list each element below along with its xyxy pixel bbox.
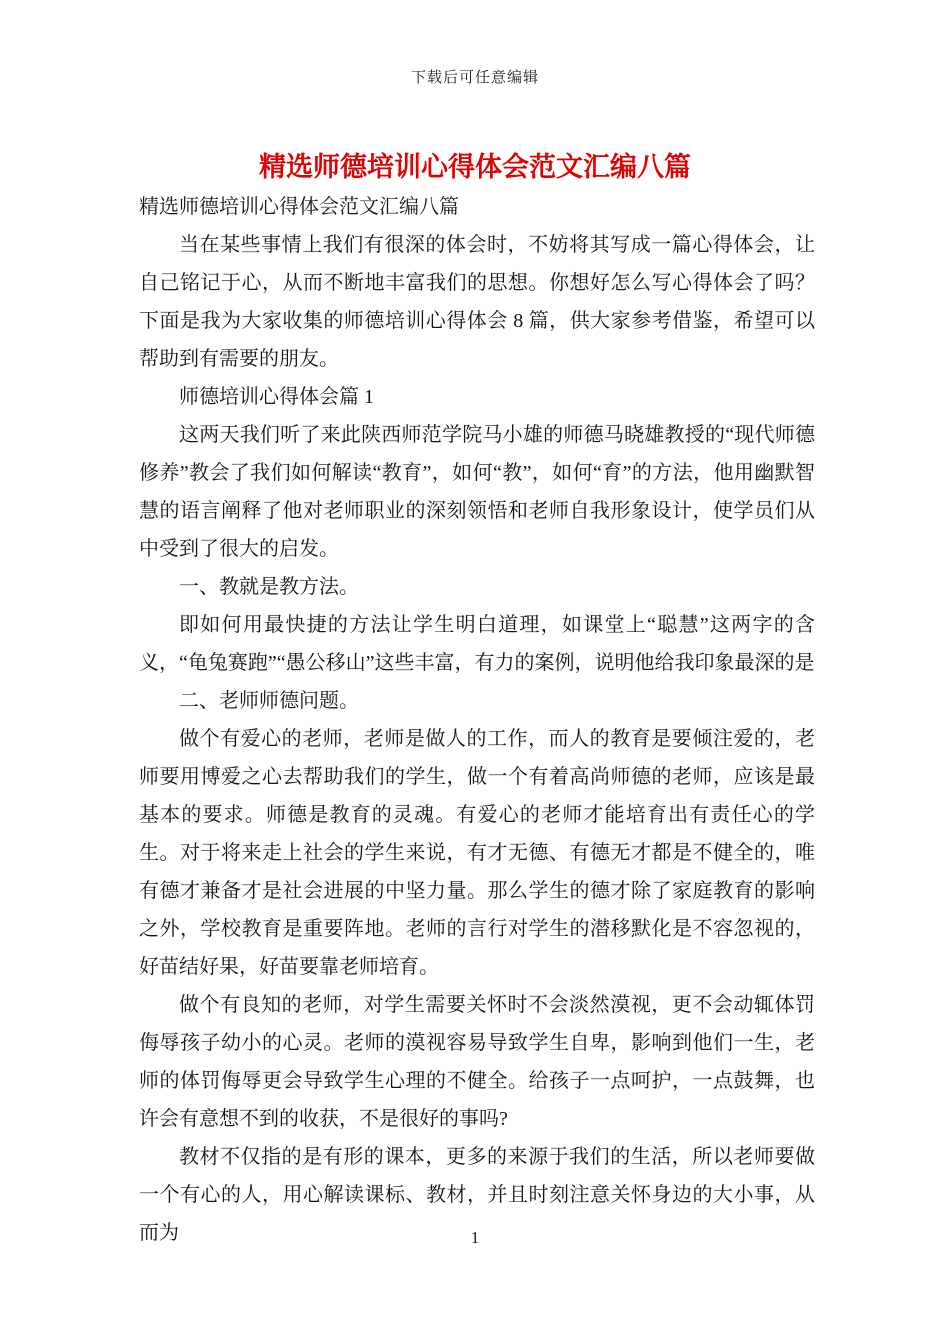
- paragraph-list-item: 二、老师师德问题。: [179, 690, 359, 712]
- doc-body: [139, 188, 815, 1252]
- paragraph-section-heading: 师德培训心得体会篇 1: [179, 386, 374, 408]
- paragraph: 做个有良知的老师，对学生需要关怀时不会淡然漠视，更不会动辄体罚侮辱孩子幼小的心灵。老师的漠视容易导致学生自卑，影响到他们一生，老师的体罚侮辱更会导致学生心理的不健全。给孩子一点呵护，一点鼓舞，也许会有意想不到的收获，不是很好的事吗?: [139, 994, 815, 1130]
- paragraph-subtitle: 精选师德培训心得体会范文汇编八篇: [139, 196, 459, 218]
- paragraph-list-item: 一、教就是教方法。: [179, 576, 359, 598]
- page-number: 1: [470, 1228, 480, 1247]
- paragraph: 这两天我们听了来此陕西师范学院马小雄的师德马晓雄教授的“现代师德修养”教会了我们如何解读“教育”，如何“教”，如何“育”的方法，他用幽默智慧的语言阐释了他对老师职业的深刻领悟和老师自我形象设计，使学员们从中受到了很大的启发。: [139, 424, 815, 560]
- paragraph: 当在某些事情上我们有很深的体会时，不妨将其写成一篇心得体会，让自己铭记于心，从而不断地丰富我们的思想。你想好怎么写心得体会了吗？下面是我为大家收集的师德培训心得体会 8 篇，供大家参考借鉴，希望可以帮助到有需要的朋友。: [139, 234, 815, 370]
- paragraph: 做个有爱心的老师，老师是做人的工作，而人的教育是要倾注爱的，老师要用博爱之心去帮助我们的学生，做一个有着高尚师德的老师，应该是最基本的要求。师德是教育的灵魂。有爱心的老师才能培育出有责任心的学生。对于将来走上社会的学生来说，有才无德、有德无才都是不健全的，唯有德才兼备才是社会进展的中坚力量。那么学生的德才除了家庭教育的影响之外，学校教育是重要阵地。老师的言行对学生的潜移默化是不容忽视的，好苗结好果，好苗要靠老师培育。: [139, 728, 815, 978]
- paragraph: 教材不仅指的是有形的课本，更多的来源于我们的生活，所以老师要做一个有心的人，用心解读课标、教材，并且时刻注意关怀身边的大小事，从而为: [139, 1146, 815, 1244]
- header-watermark: 下载后可任意编辑: [410, 70, 539, 86]
- doc-title: 精选师德培训心得体会范文汇编八篇: [259, 152, 691, 182]
- paragraph: 即如何用最快捷的方法让学生明白道理，如课堂上“聪慧”这两字的含义，“龟兔赛跑”“愚公移山”这些丰富，有力的案例，说明他给我印象最深的是: [139, 614, 815, 674]
